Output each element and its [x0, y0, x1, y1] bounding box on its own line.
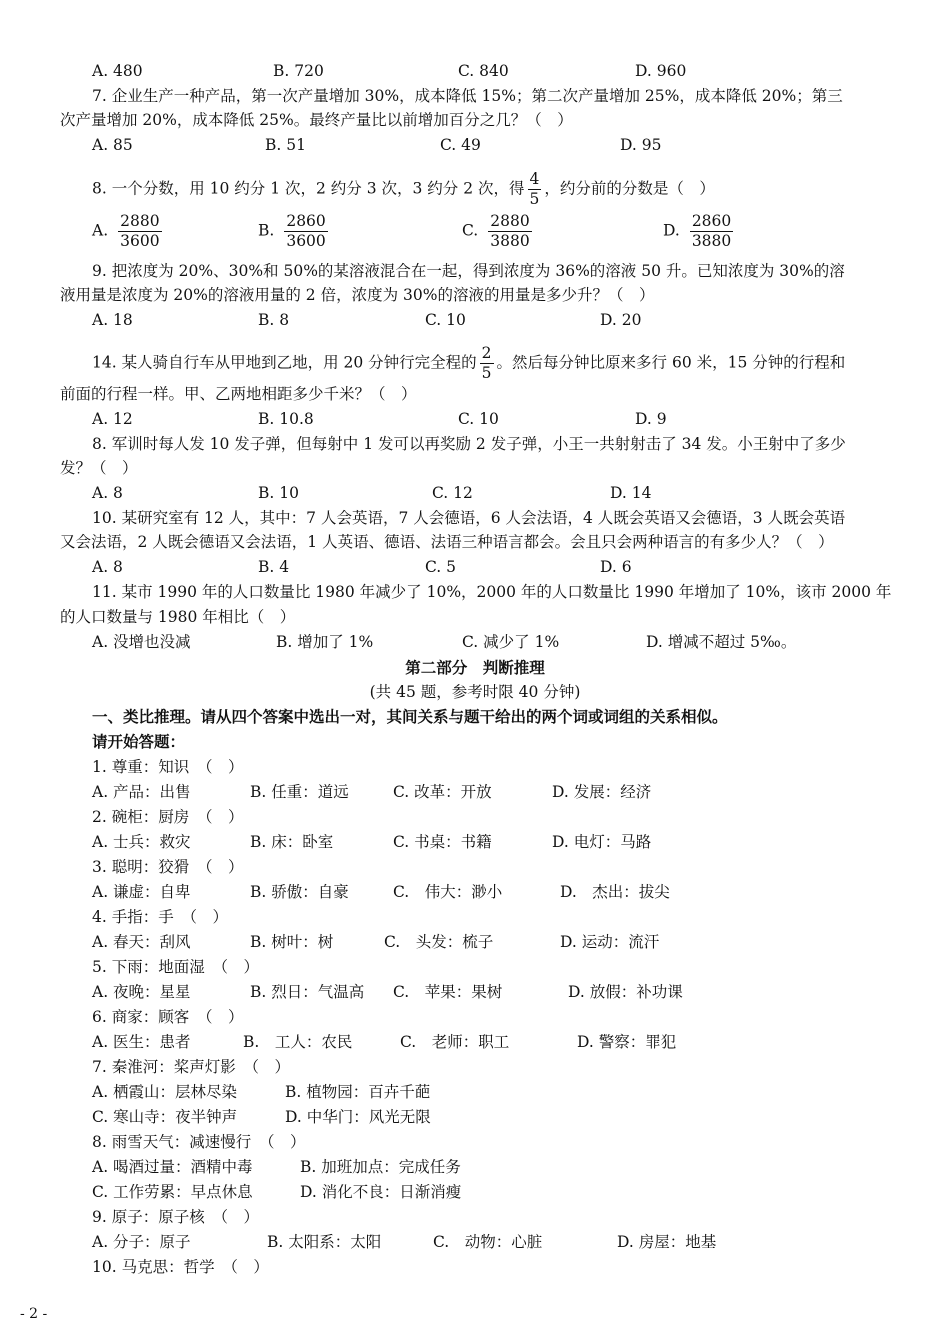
- option: B. 10: [258, 484, 299, 502]
- option: A. 产品：出售: [92, 783, 191, 801]
- option: D. 960: [635, 62, 687, 80]
- question-text: [92, 170, 715, 209]
- option: A. 谦虚：自卑: [92, 883, 191, 901]
- option: B. 床：卧室: [250, 833, 334, 851]
- section-title: 第二部分 判断推理: [405, 658, 545, 677]
- option: A. 春天：刮风: [92, 933, 191, 951]
- question-post: 。然后每分钟比原来多行 60 米，15 分钟的行程和: [496, 353, 846, 372]
- option: B. 太阳系：太阳: [267, 1233, 382, 1251]
- option: B. 51: [265, 136, 306, 154]
- option: D. 发展：经济: [552, 783, 652, 801]
- question-text: 次产量增加 20%，成本降低 25%。最终产量比以前增加百分之几？（ ）: [60, 111, 573, 129]
- analogy-question: 9. 原子：原子核 （ ）: [92, 1208, 259, 1226]
- option: A. 夜晚：星星: [92, 983, 191, 1001]
- option: C. 书桌：书籍: [393, 833, 492, 851]
- question-text: 8. 军训时每人发 10 发子弹，但每射中 1 发可以再奖励 2 发子弹，小王一共射射击了 34 发。小王射中了多少: [92, 435, 846, 453]
- option: C. 动物：心脏: [433, 1233, 543, 1251]
- option: A. 18: [92, 311, 133, 329]
- option: A. 480: [92, 62, 143, 80]
- fraction: $\frac{4}{5}$: [529, 170, 540, 208]
- page-number: - 2 -: [20, 1306, 48, 1322]
- option: C. 头发：梳子: [384, 933, 494, 951]
- option: B. 4: [258, 558, 290, 576]
- option: D. 20: [600, 311, 642, 329]
- option: D. 9: [635, 410, 667, 428]
- option: C. 5: [425, 558, 457, 576]
- option: B. $\frac{2860}{3600}$: [258, 212, 326, 250]
- question-text: 11. 某市 1990 年的人口数量比 1980 年减少了 10%，2000 年的人口数量比 1990 年增加了 10%，该市 2000 年: [92, 583, 892, 601]
- question-post: ，约分前的分数是（ ）: [544, 179, 715, 198]
- option: C. 49: [440, 136, 481, 154]
- option: B. 植物园：百卉千葩: [285, 1083, 431, 1101]
- question-text: 10. 某研究室有 12 人，其中：7 人会英语，7 人会德语，6 人会法语，4 人既会英语又会德语，3 人既会英语: [92, 509, 846, 527]
- option: B. 10.8: [258, 410, 314, 428]
- option: B. 加班加点：完成任务: [300, 1158, 461, 1176]
- option: C. 寒山寺：夜半钟声: [92, 1108, 238, 1126]
- start-prompt: 请开始答题：: [92, 732, 186, 751]
- analogy-question: 7. 秦淮河：桨声灯影 （ ）: [92, 1058, 290, 1076]
- option: C. 840: [458, 62, 509, 80]
- option: D. 6: [600, 558, 632, 576]
- option: D. 警察：罪犯: [577, 1033, 677, 1051]
- option: C. 工作劳累：早点休息: [92, 1183, 253, 1201]
- option: C. 改革：开放: [393, 783, 492, 801]
- question-text: 又会法语，2 人既会德语又会法语，1 人英语、德语、法语三种语言都会。会且只会两种语言的有多少人？（ ）: [60, 533, 834, 551]
- option: B. 任重：道远: [250, 783, 349, 801]
- option: B. 8: [258, 311, 290, 329]
- question-text: [92, 344, 845, 383]
- analogy-question: 6. 商家：顾客 （ ）: [92, 1008, 244, 1026]
- option: C. 10: [458, 410, 499, 428]
- option: D. 电灯：马路: [552, 833, 652, 851]
- option: B. 骄傲：自豪: [250, 883, 349, 901]
- option: A. $\frac{2880}{3600}$: [92, 212, 160, 250]
- option: A. 没增也没减: [92, 633, 191, 651]
- question-pre: 14. 某人骑自行车从甲地到乙地，用 20 分钟行完全程的: [92, 353, 477, 372]
- analogy-question: 8. 雨雪天气：减速慢行 （ ）: [92, 1133, 306, 1151]
- option: D. 14: [610, 484, 652, 502]
- analogy-question: 3. 聪明：狡猾 （ ）: [92, 858, 244, 876]
- fraction: $\frac{2}{5}$: [481, 344, 492, 382]
- option: C. 老师：职工: [400, 1033, 510, 1051]
- question-text: 前面的行程一样。甲、乙两地相距多少千米？（ ）: [60, 385, 417, 403]
- option: C. $\frac{2880}{3880}$: [462, 212, 530, 250]
- option: D. 增减不超过 5‰。: [646, 633, 797, 651]
- option: A. 栖霞山：层林尽染: [92, 1083, 238, 1101]
- question-text: 7. 企业生产一种产品，第一次产量增加 30%，成本降低 15%；第二次产量增加 25%，成本降低 20%；第三: [92, 87, 843, 105]
- option: D. 95: [620, 136, 662, 154]
- option: D. 房屋：地基: [617, 1233, 717, 1251]
- option: D. 运动：流汗: [560, 933, 660, 951]
- option: B. 树叶：树: [250, 933, 334, 951]
- option: A. 医生：患者: [92, 1033, 191, 1051]
- analogy-question: 2. 碗柜：厨房 （ ）: [92, 808, 244, 826]
- analogy-question: 1. 尊重：知识 （ ）: [92, 758, 244, 776]
- option: A. 分子：原子: [92, 1233, 191, 1251]
- option: A. 12: [92, 410, 133, 428]
- option: D. 杰出：拔尖: [560, 883, 670, 901]
- question-text: 的人口数量与 1980 年相比（ ）: [60, 608, 296, 626]
- option: A. 85: [92, 136, 133, 154]
- option: A. 士兵：救灾: [92, 833, 191, 851]
- option: A. 8: [92, 484, 123, 502]
- option: A. 8: [92, 558, 123, 576]
- option: D. 中华门：风光无限: [285, 1108, 431, 1126]
- option: A. 喝酒过量：酒精中毒: [92, 1158, 253, 1176]
- option: C. 苹果：果树: [393, 983, 503, 1001]
- option: C. 减少了 1%: [462, 633, 560, 651]
- question-text: 9. 把浓度为 20%、30%和 50%的某溶液混合在一起，得到浓度为 36%的溶液 50 升。已知浓度为 30%的溶: [92, 262, 845, 280]
- option: C. 10: [425, 311, 466, 329]
- option: D. $\frac{2860}{3880}$: [663, 212, 732, 250]
- analogy-question: 4. 手指：手 （ ）: [92, 908, 228, 926]
- question-pre: 8. 一个分数，用 10 约分 1 次，2 约分 3 次，3 约分 2 次，得: [92, 179, 525, 198]
- option: C. 12: [432, 484, 473, 502]
- option: B. 720: [273, 62, 324, 80]
- option: B. 工人：农民: [243, 1033, 353, 1051]
- section-subtitle: (共 45 题，参考时限 40 分钟): [369, 683, 581, 701]
- question-text: 发？（ ）: [60, 459, 138, 477]
- option: D. 放假：补功课: [568, 983, 683, 1001]
- option: C. 伟大：渺小: [393, 883, 503, 901]
- option: B. 烈日：气温高: [250, 983, 365, 1001]
- analogy-question: 10. 马克思：哲学 （ ）: [92, 1258, 269, 1276]
- option: D. 消化不良：日渐消瘦: [300, 1183, 462, 1201]
- section-instructions: 一、类比推理。请从四个答案中选出一对，其间关系与题干给出的两个词或词组的关系相似。: [92, 707, 728, 726]
- option: B. 增加了 1%: [276, 633, 374, 651]
- analogy-question: 5. 下雨：地面湿 （ ）: [92, 958, 259, 976]
- question-text: 液用量是浓度为 20%的溶液用量的 2 倍，浓度为 30%的溶液的用量是多少升？（ ）: [60, 286, 655, 304]
